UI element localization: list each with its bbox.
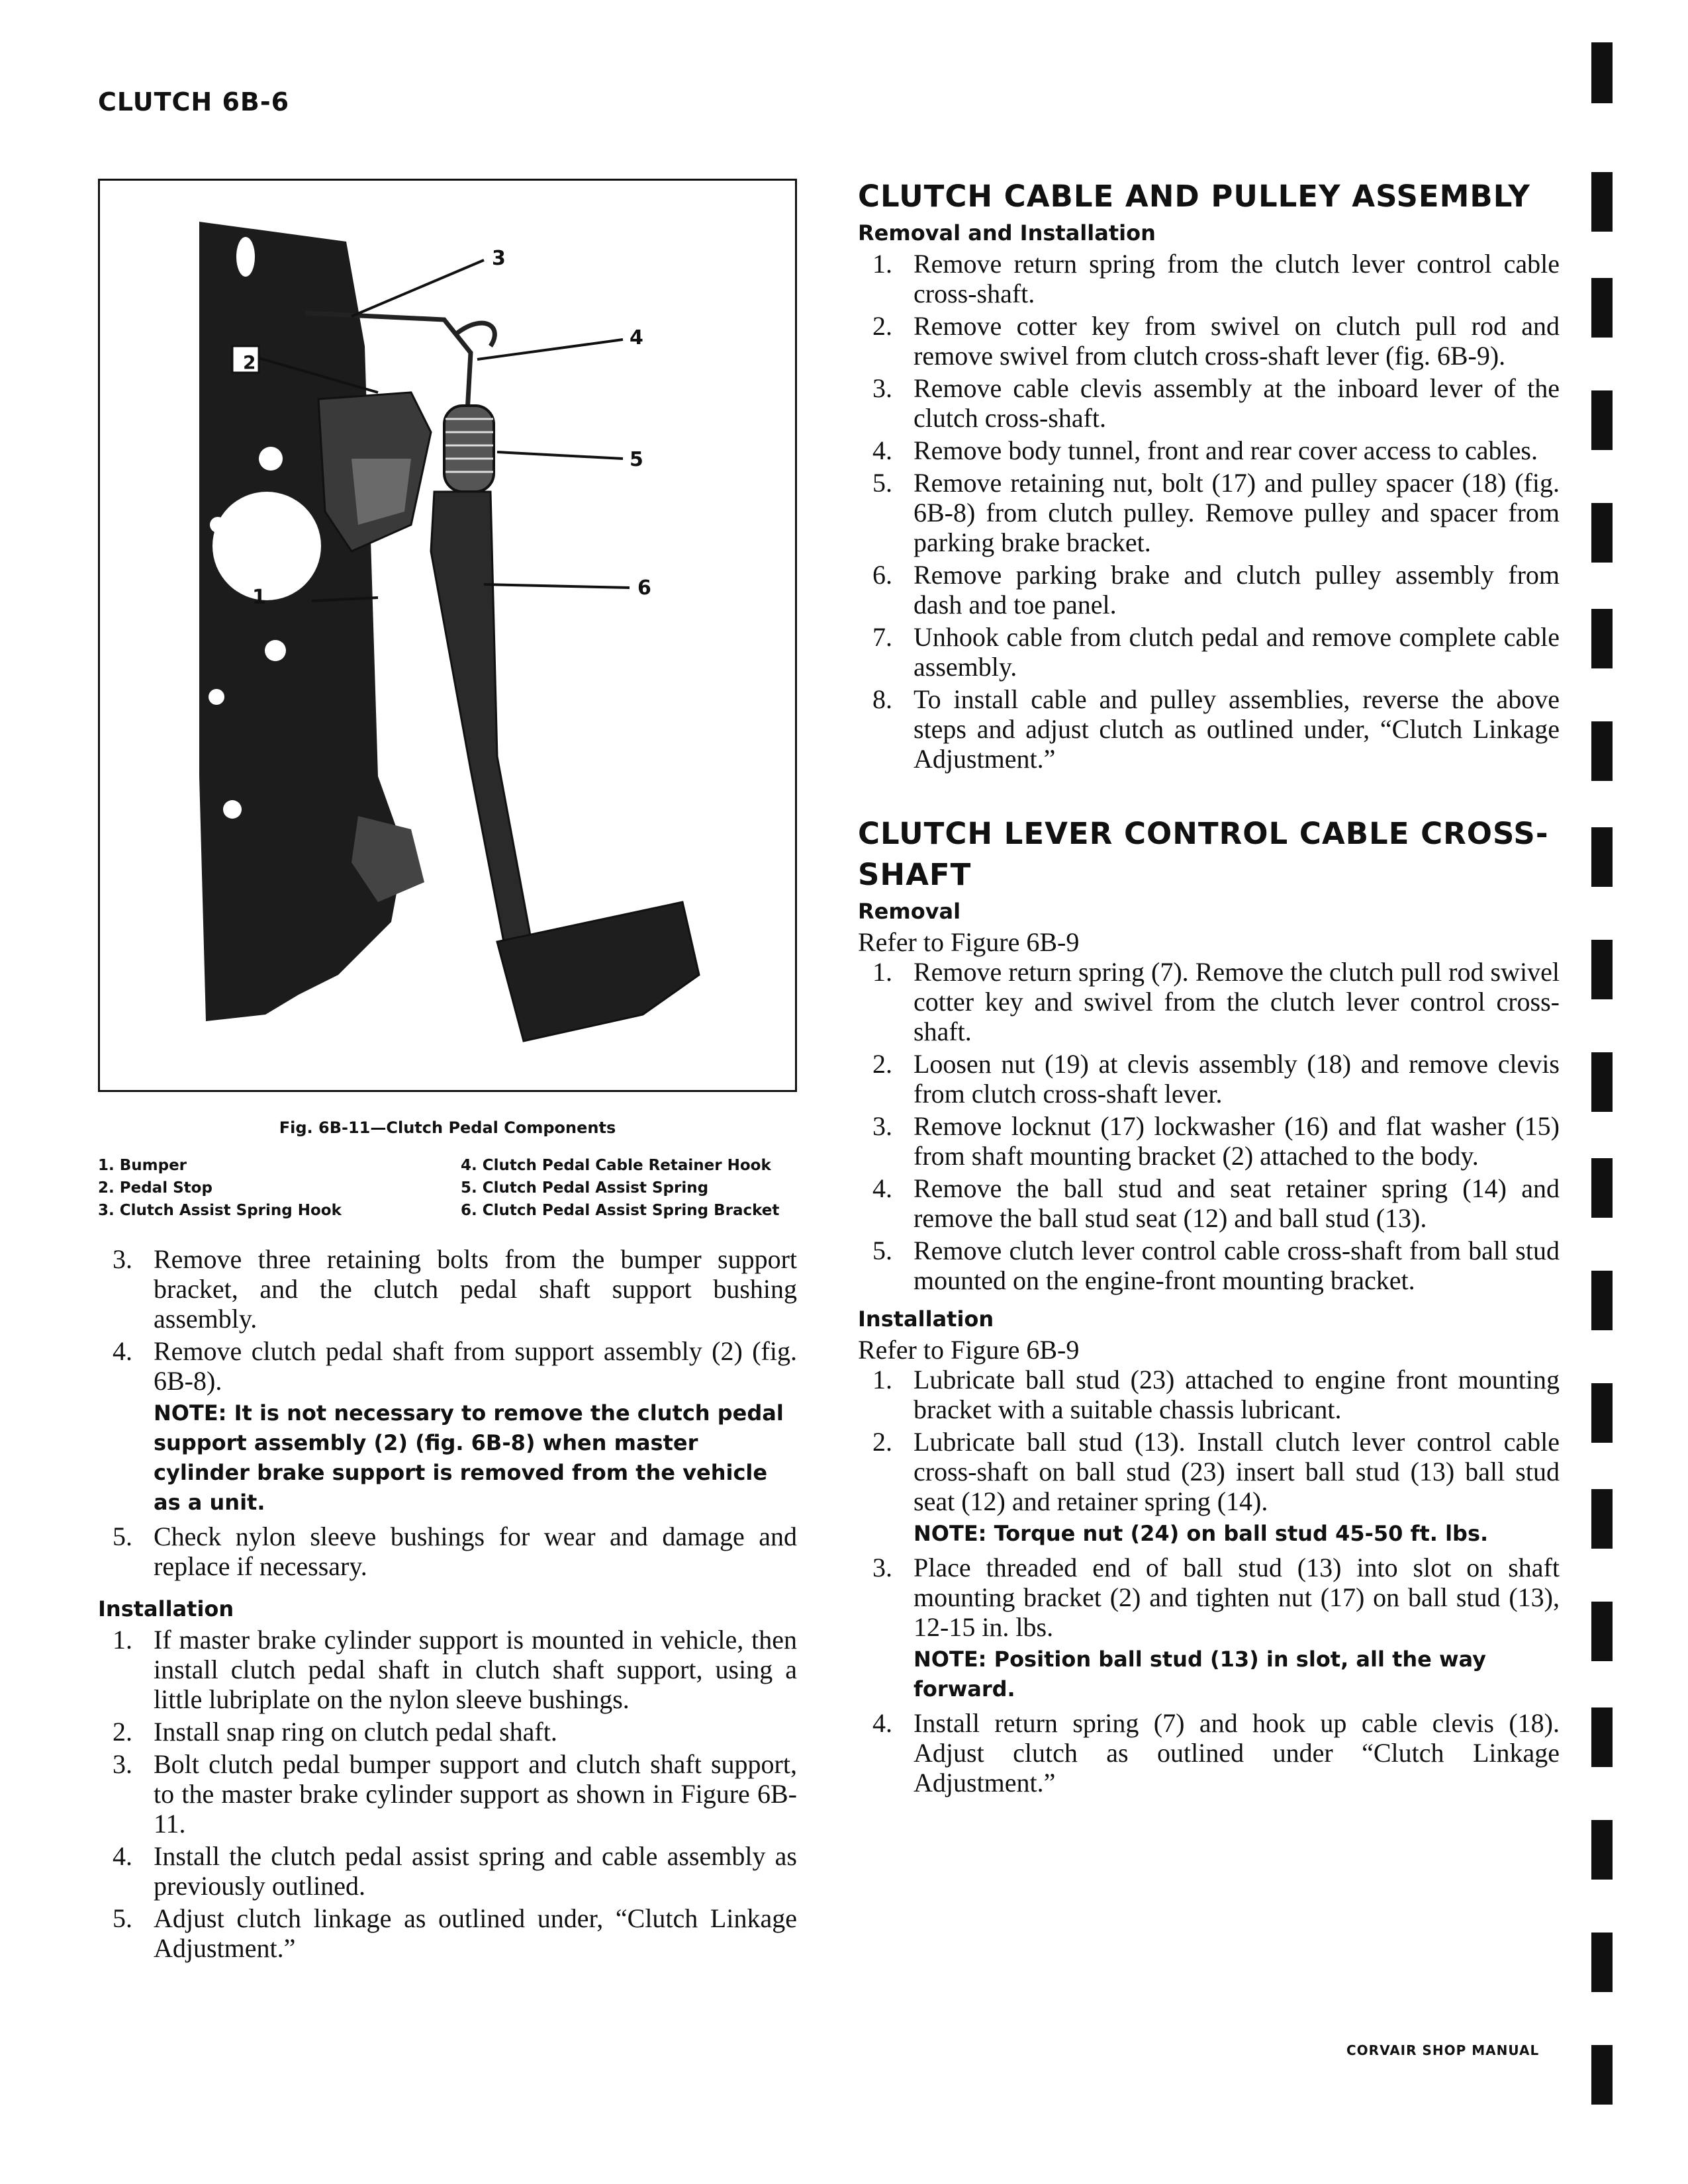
callout-3: 3: [492, 247, 506, 270]
cross-shaft-install-steps: [858, 1365, 1560, 1516]
list-item: [98, 1717, 797, 1747]
margin-mark: [1591, 390, 1613, 450]
removal-steps-continued: [98, 1244, 797, 1396]
list-item: [858, 622, 1560, 682]
margin-mark: [1591, 1052, 1613, 1112]
step-number: 3.: [113, 1244, 132, 1274]
margin-mark: [1591, 2045, 1613, 2105]
step-number: 2.: [872, 311, 892, 341]
step-text: Remove the ball stud and seat retainer spring (14) and remove the ball stud seat (12) and ball stud (13).: [914, 1173, 1560, 1233]
bracket-hole: [236, 237, 255, 277]
cross-shaft-install-steps-3: [858, 1708, 1560, 1797]
step-text: Loosen nut (19) at clevis assembly (18) and remove clevis from clutch cross-shaft lever.: [914, 1049, 1560, 1109]
section-title-cable-pulley: CLUTCH CABLE AND PULLEY ASSEMBLY: [858, 179, 1530, 214]
list-item: [98, 1749, 797, 1839]
bracket-hole: [210, 517, 226, 533]
step-number: 4.: [113, 1336, 132, 1366]
list-item: [858, 468, 1560, 557]
legend-item: 5. Clutch Pedal Assist Spring: [461, 1179, 709, 1197]
legend-item: 6. Clutch Pedal Assist Spring Bracket: [461, 1202, 780, 1219]
list-item: [858, 957, 1560, 1046]
bracket-hole: [209, 689, 224, 705]
margin-mark: [1591, 1158, 1613, 1218]
callout-2: 2: [243, 351, 256, 373]
step-text: Install the clutch pedal assist spring and cable assembly as previously outlined.: [154, 1841, 797, 1901]
figure-caption: Fig. 6B-11—Clutch Pedal Components: [279, 1118, 616, 1137]
step-text: Install return spring (7) and hook up cable clevis (18). Adjust clutch as outlined under “Clutch Linkage Adjustment.”: [914, 1708, 1560, 1797]
step-number: 4.: [872, 1708, 892, 1738]
bumper-circle: [212, 492, 321, 600]
installation-heading: Installation: [858, 1306, 994, 1332]
margin-mark: [1591, 1933, 1613, 1992]
margin-mark: [1591, 940, 1613, 999]
step-text: Remove return spring (7). Remove the clutch pull rod swivel cotter key and swivel from the clutch lever control cross-shaft.: [914, 957, 1560, 1046]
callout-line-6: [484, 584, 630, 588]
margin-mark: [1591, 1383, 1613, 1443]
note: NOTE: It is not necessary to remove the clutch pedal support assembly (2) (fig. 6B-8) when master cylinder brake support is removed from the vehicle as a unit.: [154, 1400, 784, 1515]
step-text: Remove retaining nut, bolt (17) and pulley spacer (18) (fig. 6B-8) from clutch pulley. Remove pulley and spacer from parking brake bracket.: [914, 468, 1560, 557]
callout-4: 4: [630, 326, 643, 349]
step-text: Check nylon sleeve bushings for wear and damage and replace if necessary.: [154, 1522, 797, 1581]
legend-item: 4. Clutch Pedal Cable Retainer Hook: [461, 1157, 771, 1174]
left-column-text: [98, 1244, 797, 1966]
step-number: 5.: [872, 468, 892, 498]
step-number: 5.: [872, 1236, 892, 1265]
step-number: 3.: [872, 373, 892, 403]
legend-item: 2. Pedal Stop: [98, 1179, 212, 1197]
step-text: If master brake cylinder support is mounted in vehicle, then install clutch pedal shaft in clutch shaft support, using a little lubriplate on the nylon sleeve bushings.: [154, 1625, 797, 1714]
section-subtitle: Removal and Installation: [858, 220, 1156, 246]
step-text: Adjust clutch linkage as outlined under, “Clutch Linkage Adjustment.”: [154, 1903, 797, 1963]
list-item: [858, 1236, 1560, 1295]
list-item: [858, 1111, 1560, 1171]
figure-clutch-pedal-components: [98, 179, 797, 1092]
support-bracket-plate: [199, 222, 404, 1021]
step-number: 1.: [872, 957, 892, 987]
step-text: Place threaded end of ball stud (13) into slot on shaft mounting bracket (2) and tighten nut (17) on ball stud (13), 12-15 in. lbs.: [914, 1553, 1560, 1642]
step-number: 7.: [872, 622, 892, 652]
step-number: 2.: [872, 1049, 892, 1079]
assist-spring: [444, 406, 494, 492]
step-number: 5.: [113, 1522, 132, 1551]
list-item: [98, 1244, 797, 1334]
margin-mark: [1591, 1820, 1613, 1880]
bracket-hole: [223, 800, 242, 819]
removal-steps-end: [98, 1522, 797, 1581]
step-number: 1.: [872, 1365, 892, 1394]
callout-5: 5: [630, 448, 643, 471]
installation-steps: [98, 1625, 797, 1963]
margin-mark: [1591, 721, 1613, 781]
step-text: Remove locknut (17) lockwasher (16) and flat washer (15) from shaft mounting bracket (2) attached to the body.: [914, 1111, 1560, 1171]
cross-shaft-install-steps-2: [858, 1553, 1560, 1642]
removal-heading: Removal: [858, 899, 961, 924]
margin-mark: [1591, 1707, 1613, 1767]
list-item: [98, 1625, 797, 1714]
margin-mark: [1591, 609, 1613, 668]
step-text: Remove clutch lever control cable cross-shaft from ball stud mounted on the engine-front mounting bracket.: [914, 1236, 1560, 1295]
step-text: Remove cotter key from swivel on clutch pull rod and remove swivel from clutch cross-shaft lever (fig. 6B-9).: [914, 311, 1560, 371]
step-text: Unhook cable from clutch pedal and remove complete cable assembly.: [914, 622, 1560, 682]
step-text: Lubricate ball stud (13). Install clutch lever control cable cross-shaft on ball stud (23) insert ball stud (13) ball stud seat (12) and retainer spring (14).: [914, 1427, 1560, 1516]
step-text: Remove cable clevis assembly at the inboard lever of the clutch cross-shaft.: [914, 373, 1560, 433]
step-number: 4.: [872, 435, 892, 465]
callout-line-4: [477, 340, 623, 359]
list-item: [858, 435, 1560, 465]
list-item: [858, 249, 1560, 308]
step-number: 3.: [872, 1553, 892, 1582]
cross-shaft-removal-steps: [858, 957, 1560, 1295]
note: NOTE: Position ball stud (13) in slot, all the way forward.: [914, 1647, 1487, 1702]
installation-heading: Installation: [98, 1596, 234, 1621]
list-item: [98, 1336, 797, 1396]
margin-mark: [1591, 827, 1613, 887]
list-item: [858, 311, 1560, 371]
step-text: To install cable and pulley assemblies, reverse the above steps and adjust clutch as outlined under, “Clutch Linkage Adjustment.”: [914, 684, 1560, 774]
installation-reference: Refer to Figure 6B-9: [858, 1335, 1080, 1365]
list-item: [858, 1708, 1560, 1797]
step-number: 1.: [872, 249, 892, 279]
callout-6: 6: [637, 576, 651, 600]
margin-mark: [1591, 1602, 1613, 1661]
list-item: [858, 373, 1560, 433]
step-number: 3.: [113, 1749, 132, 1779]
step-number: 6.: [872, 560, 892, 590]
margin-mark: [1591, 172, 1613, 232]
step-number: 4.: [872, 1173, 892, 1203]
list-item: [98, 1841, 797, 1901]
step-text: Bolt clutch pedal bumper support and clutch shaft support, to the master brake cylinder support as shown in Figure 6B-11.: [154, 1749, 797, 1839]
margin-mark: [1591, 1489, 1613, 1549]
list-item: [858, 1049, 1560, 1109]
bracket-hole: [265, 640, 286, 661]
margin-mark: [1591, 503, 1613, 563]
pedal-arm: [431, 492, 530, 942]
list-item: [858, 1365, 1560, 1424]
page-footer: CORVAIR SHOP MANUAL: [1346, 2042, 1540, 2058]
step-text: Remove clutch pedal shaft from support assembly (2) (fig. 6B-8).: [154, 1336, 797, 1396]
list-item: [858, 1427, 1560, 1516]
step-text: Remove three retaining bolts from the bumper support bracket, and the clutch pedal shaft support bushing assembly.: [154, 1244, 797, 1334]
legend-item: 1. Bumper: [98, 1157, 187, 1174]
step-number: 1.: [113, 1625, 132, 1655]
callout-line-5: [497, 452, 623, 459]
step-text: Lubricate ball stud (23) attached to engine front mounting bracket with a suitable chassis lubricant.: [914, 1365, 1560, 1424]
cable-pulley-steps: [858, 249, 1560, 774]
step-number: 4.: [113, 1841, 132, 1871]
step-text: Remove return spring from the clutch lever control cable cross-shaft.: [914, 249, 1560, 308]
legend-item: 3. Clutch Assist Spring Hook: [98, 1202, 342, 1219]
step-number: 8.: [872, 684, 892, 714]
step-number: 2.: [872, 1427, 892, 1457]
note: NOTE: Torque nut (24) on ball stud 45-50 ft. lbs.: [914, 1521, 1489, 1546]
step-text: Remove parking brake and clutch pulley assembly from dash and toe panel.: [914, 560, 1560, 619]
margin-mark: [1591, 278, 1613, 338]
page-header: CLUTCH 6B-6: [98, 87, 290, 116]
step-text: Install snap ring on clutch pedal shaft.: [154, 1717, 557, 1747]
list-item: [858, 560, 1560, 619]
callout-line-3: [352, 260, 484, 316]
bracket-hole: [259, 447, 283, 471]
right-column-text: [858, 176, 1560, 1800]
list-item: [98, 1522, 797, 1581]
list-item: [858, 1553, 1560, 1642]
step-number: 2.: [113, 1717, 132, 1747]
step-text: Remove body tunnel, front and rear cover access to cables.: [914, 435, 1538, 465]
step-number: 5.: [113, 1903, 132, 1933]
callout-1: 1: [252, 586, 266, 609]
margin-mark: [1591, 1271, 1613, 1330]
step-number: 3.: [872, 1111, 892, 1141]
list-item: [858, 1173, 1560, 1233]
removal-reference: Refer to Figure 6B-9: [858, 927, 1080, 957]
section-title-cross-shaft: CLUTCH LEVER CONTROL CABLE CROSS-SHAFT: [858, 816, 1549, 892]
list-item: [98, 1903, 797, 1963]
clutch-pedal-illustration: [100, 181, 795, 1090]
list-item: [858, 684, 1560, 774]
margin-mark: [1591, 42, 1613, 103]
